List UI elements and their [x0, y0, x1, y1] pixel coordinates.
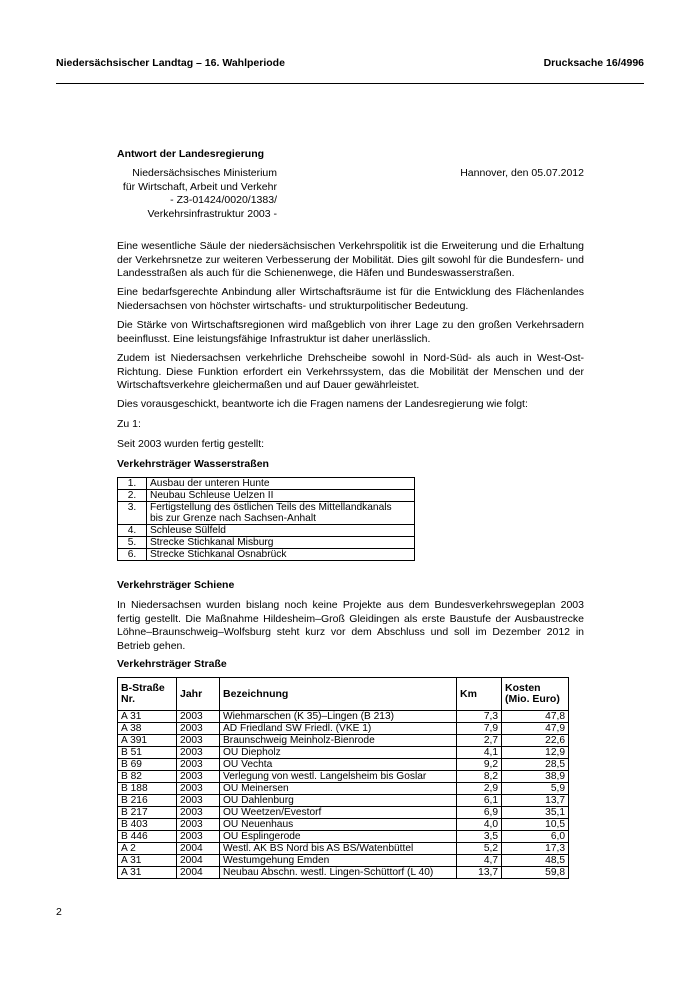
cell-nr: A 2 [118, 843, 177, 855]
cell-nr: B 217 [118, 807, 177, 819]
col-header-nr [118, 678, 177, 711]
cell-km: 7,3 [457, 711, 502, 723]
cell-kosten: 47,9 [502, 723, 569, 735]
cell-bez: OU Neuenhaus [220, 819, 457, 831]
wasser-nr: 3. [118, 502, 147, 525]
cell-kosten: 35,1 [502, 807, 569, 819]
cell-bez: AD Friedland SW Friedl. (VKE 1) [220, 723, 457, 735]
cell-jahr: 2003 [177, 735, 220, 747]
cell-jahr: 2003 [177, 771, 220, 783]
table-header-row [118, 678, 569, 711]
table-row [118, 490, 415, 502]
table-row [118, 819, 569, 831]
cell-km: 13,7 [457, 867, 502, 879]
cell-km: 9,2 [457, 759, 502, 771]
cell-kosten: 5,9 [502, 783, 569, 795]
cell-jahr: 2003 [177, 795, 220, 807]
wasser-nr: 1. [118, 478, 147, 490]
cell-kosten: 38,9 [502, 771, 569, 783]
table-row [118, 537, 415, 549]
table-row [118, 759, 569, 771]
document-title: Antwort der Landesregierung [117, 148, 265, 160]
page-number: 2 [56, 906, 62, 918]
cell-nr: B 446 [118, 831, 177, 843]
strasse-table [117, 677, 569, 879]
cell-jahr: 2003 [177, 807, 220, 819]
cell-bez: Westumgehung Emden [220, 855, 457, 867]
cell-kosten: 48,5 [502, 855, 569, 867]
wasser-table [117, 477, 415, 561]
cell-km: 2,9 [457, 783, 502, 795]
cell-km: 4,1 [457, 747, 502, 759]
cell-nr: B 69 [118, 759, 177, 771]
table-row [118, 843, 569, 855]
cell-bez: Braunschweig Meinholz-Bienrode [220, 735, 457, 747]
cell-nr: A 31 [118, 867, 177, 879]
cell-bez: Westl. AK BS Nord bis AS BS/Watenbüttel [220, 843, 457, 855]
table-row [118, 549, 415, 561]
wasser-nr: 4. [118, 525, 147, 537]
cell-km: 7,9 [457, 723, 502, 735]
table-row [118, 771, 569, 783]
cell-nr: B 216 [118, 795, 177, 807]
col-header-kosten [502, 678, 569, 711]
wasser-text [147, 502, 415, 525]
cell-kosten: 12,9 [502, 747, 569, 759]
header-left: Niedersächsischer Landtag – 16. Wahlperiode [56, 57, 285, 69]
cell-nr: B 82 [118, 771, 177, 783]
wasser-text: Strecke Stichkanal Misburg [147, 537, 415, 549]
cell-kosten: 6,0 [502, 831, 569, 843]
cell-nr: A 31 [118, 855, 177, 867]
cell-km: 8,2 [457, 771, 502, 783]
cell-km: 4,7 [457, 855, 502, 867]
cell-km: 5,2 [457, 843, 502, 855]
table-row [118, 795, 569, 807]
table-row [118, 867, 569, 879]
col-header-nr-line1: B-Straße [121, 682, 165, 694]
cell-jahr: 2003 [177, 831, 220, 843]
cell-nr: B 51 [118, 747, 177, 759]
sender-line-3: - Z3-01424/0020/1383/ [170, 194, 277, 207]
paragraph: Seit 2003 wurden fertig gestellt: [117, 438, 265, 450]
wasser-text-line: Fertigstellung des östlichen Teils des Mittellandkanals [150, 502, 392, 513]
wasser-nr: 6. [118, 549, 147, 561]
sender-block [117, 167, 277, 222]
cell-kosten: 13,7 [502, 795, 569, 807]
header-divider [56, 83, 644, 84]
wasser-text: Schleuse Sülfeld [147, 525, 415, 537]
cell-bez: OU Weetzen/Evestorf [220, 807, 457, 819]
cell-bez: OU Esplingerode [220, 831, 457, 843]
table-row [118, 502, 415, 525]
table-row [118, 735, 569, 747]
cell-nr: A 31 [118, 711, 177, 723]
place-date: Hannover, den 05.07.2012 [460, 167, 584, 179]
cell-jahr: 2003 [177, 819, 220, 831]
wasser-text: Strecke Stichkanal Osnabrück [147, 549, 415, 561]
col-header-bezeichnung: Bezeichnung [220, 678, 457, 711]
cell-kosten: 28,5 [502, 759, 569, 771]
table-row [118, 478, 415, 490]
section-heading-wasser: Verkehrsträger Wasserstraßen [117, 458, 269, 470]
cell-kosten: 47,8 [502, 711, 569, 723]
wasser-nr: 2. [118, 490, 147, 502]
cell-jahr: 2004 [177, 855, 220, 867]
table-row [118, 747, 569, 759]
wasser-text-line: bis zur Grenze nach Sachsen-Anhalt [150, 513, 316, 524]
cell-bez: OU Vechta [220, 759, 457, 771]
cell-kosten: 59,8 [502, 867, 569, 879]
cell-jahr: 2003 [177, 723, 220, 735]
paragraph: Eine wesentliche Säule der niedersächsischen Verkehrspolitik ist die Erweiterung und die Erhaltung der Verkehrsnetze zur weiteren Verbesserung der Mobilität. Dies gilt sowohl für die Bundesfern- und Landesstraßen als auch für die Schienenwege, die Häfen und Bundeswasserstraßen. [117, 240, 584, 280]
table-row [118, 831, 569, 843]
paragraph: Eine bedarfsgerechte Anbindung aller Wirtschaftsräume ist für die Entwicklung des Flächenlandes Niedersachsen von höchster wirtschafts- und strukturpolitischer Bedeutung. [117, 286, 584, 312]
cell-bez: OU Diepholz [220, 747, 457, 759]
cell-km: 3,5 [457, 831, 502, 843]
cell-jahr: 2004 [177, 843, 220, 855]
table-row [118, 723, 569, 735]
cell-km: 2,7 [457, 735, 502, 747]
cell-nr: B 403 [118, 819, 177, 831]
cell-km: 6,9 [457, 807, 502, 819]
cell-bez: OU Meinersen [220, 783, 457, 795]
table-row [118, 855, 569, 867]
cell-bez: Verlegung von westl. Langelsheim bis Goslar [220, 771, 457, 783]
paragraph: Zu 1: [117, 418, 141, 430]
table-row [118, 783, 569, 795]
wasser-text: Neubau Schleuse Uelzen II [147, 490, 415, 502]
col-header-jahr: Jahr [177, 678, 220, 711]
cell-jahr: 2003 [177, 747, 220, 759]
table-row [118, 525, 415, 537]
table-row [118, 711, 569, 723]
paragraph: Zudem ist Niedersachsen verkehrliche Drehscheibe sowohl in Nord-Süd- als auch in West-Ost-Richtung. Diese Funktion erfordert ein Verkehrssystem, das die Mobilität der Menschen und der Wirtschaftsverkehre gleichermaßen und auf Dauer gewährleistet. [117, 352, 584, 392]
sender-line-4: Verkehrsinfrastruktur 2003 - [147, 207, 277, 220]
cell-kosten: 22,6 [502, 735, 569, 747]
cell-bez: Neubau Abschn. westl. Lingen-Schüttorf (L 40) [220, 867, 457, 879]
paragraph: Dies vorausgeschickt, beantworte ich die Fragen namens der Landesregierung wie folgt: [117, 398, 528, 410]
cell-bez: Wiehmarschen (K 35)–Lingen (B 213) [220, 711, 457, 723]
paragraph: Die Stärke von Wirtschaftsregionen wird maßgeblich von ihrer Lage zu den großen Verkehrsadern beeinflusst. Eine leistungsfähige Infrastruktur ist daher unerlässlich. [117, 319, 584, 345]
cell-km: 4,0 [457, 819, 502, 831]
cell-jahr: 2003 [177, 783, 220, 795]
wasser-nr: 5. [118, 537, 147, 549]
sender-line-2: für Wirtschaft, Arbeit und Verkehr [122, 180, 277, 193]
cell-km: 6,1 [457, 795, 502, 807]
cell-kosten: 10,5 [502, 819, 569, 831]
header-right: Drucksache 16/4996 [543, 57, 644, 69]
col-header-kosten-line2: (Mio. Euro) [505, 693, 560, 705]
cell-jahr: 2004 [177, 867, 220, 879]
paragraph-schiene: In Niedersachsen wurden bislang noch keine Projekte aus dem Bundesverkehrswegeplan 2003 fertig gestellt. Die Maßnahme Hildesheim–Groß Gleidingen als erste Baustufe der Ausbaustrecke Löhne–Braunschweig–Wolfsburg steht kurz vor dem Abschluss und soll im Dezember 2012 in Betrieb gehen. [117, 599, 584, 652]
cell-nr: B 188 [118, 783, 177, 795]
wasser-text: Ausbau der unteren Hunte [147, 478, 415, 490]
cell-jahr: 2003 [177, 711, 220, 723]
col-header-kosten-line1: Kosten [505, 682, 541, 694]
col-header-nr-line2: Nr. [121, 693, 136, 705]
cell-bez: OU Dahlenburg [220, 795, 457, 807]
cell-jahr: 2003 [177, 759, 220, 771]
cell-nr: A 38 [118, 723, 177, 735]
sender-line-1: Niedersächsisches Ministerium [132, 167, 277, 179]
col-header-km: Km [457, 678, 502, 711]
table-row [118, 807, 569, 819]
section-heading-schiene: Verkehrsträger Schiene [117, 579, 235, 591]
section-heading-strasse: Verkehrsträger Straße [117, 658, 227, 670]
cell-nr: A 391 [118, 735, 177, 747]
cell-kosten: 17,3 [502, 843, 569, 855]
